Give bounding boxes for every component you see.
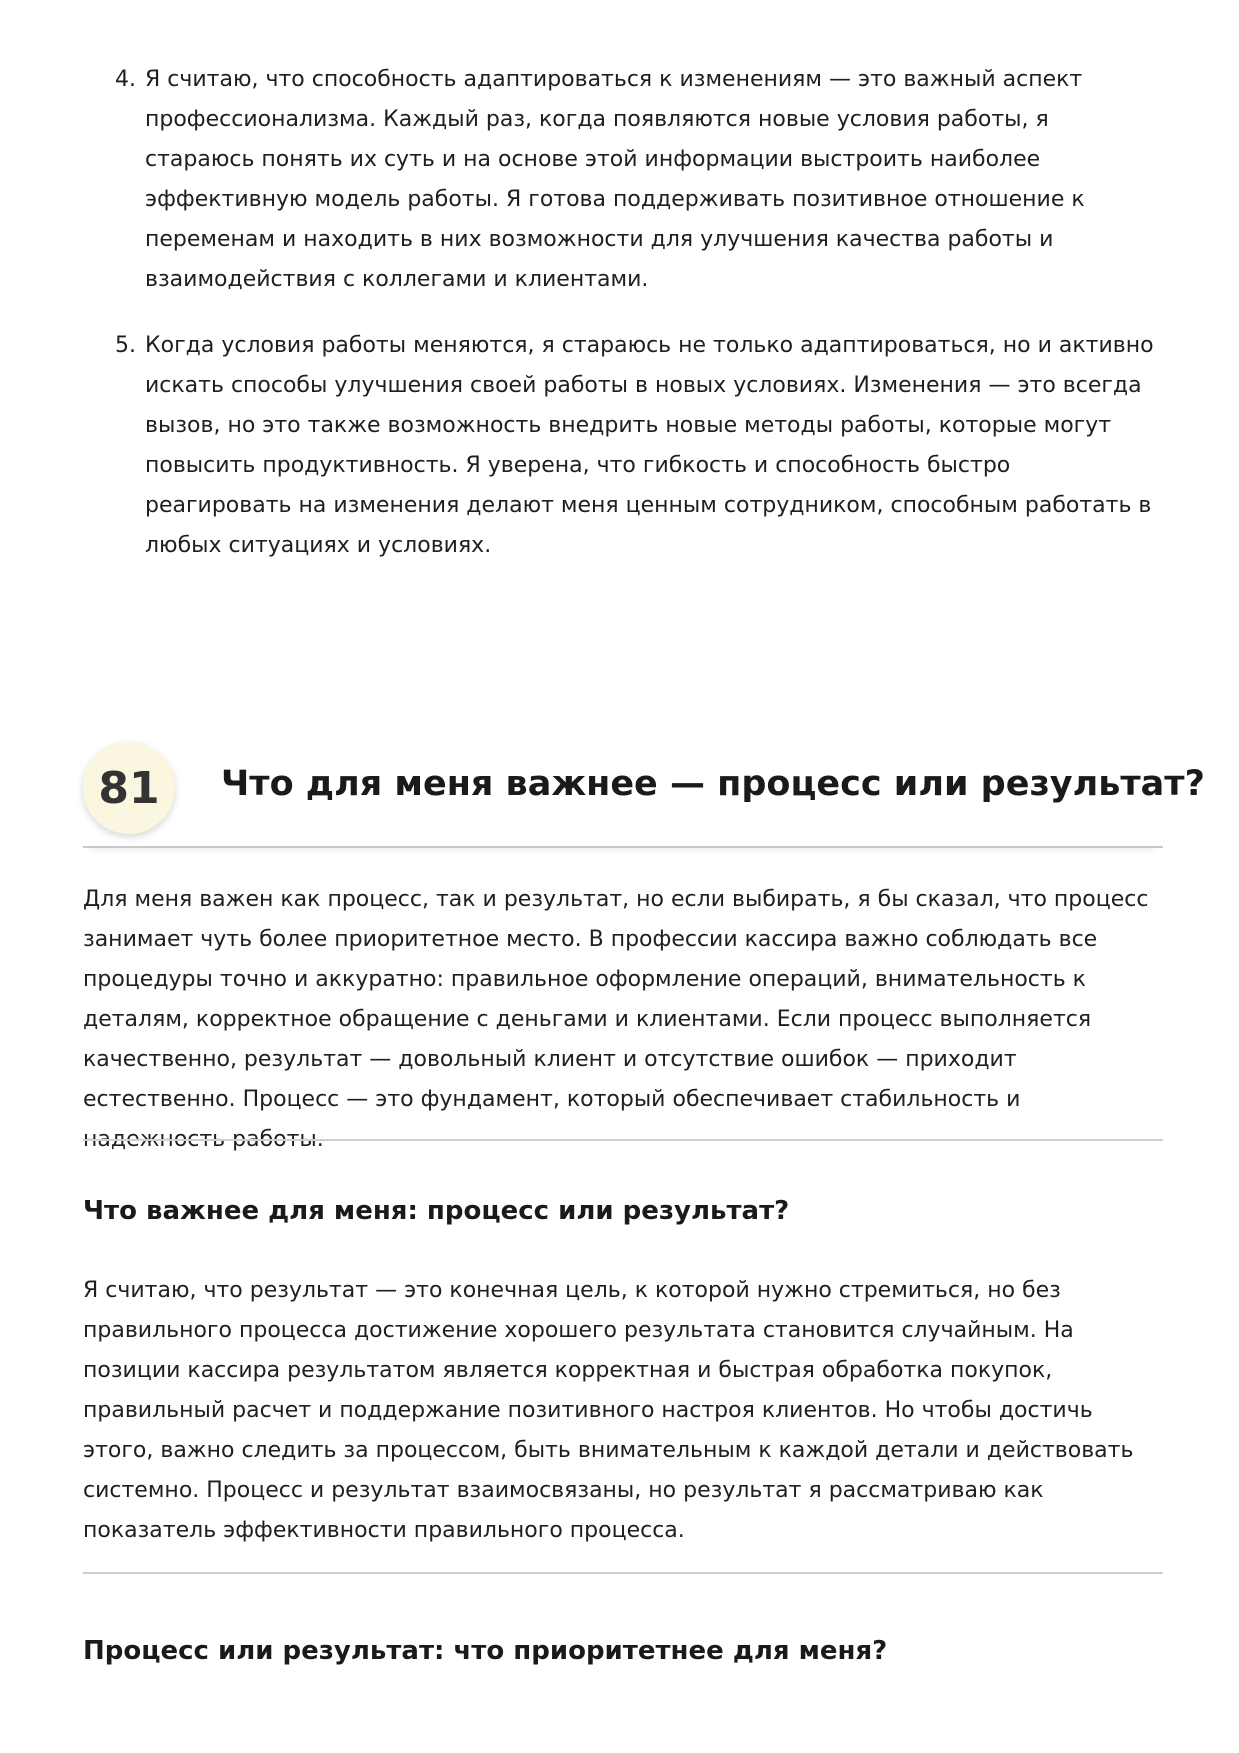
divider: [83, 1572, 1163, 1574]
divider: [83, 1139, 1163, 1141]
list-item-text: Я считаю, что способность адаптироваться к изменениям — это важный аспект профессионализма. Каждый раз, когда появляются новые условия работы, я стараюсь понять их суть и на основе этой информации выстроить наиболее эффективную модель работы. Я готова поддерживать позитивное отношение к переменам и находить в них возможности для улучшения качества работы и взаимодействия с коллегами и клиентами.: [145, 67, 1085, 292]
question-number-badge: 81: [83, 742, 175, 834]
list-item-number: 4.: [115, 67, 136, 92]
list-item: [115, 60, 1157, 300]
answer-paragraph-1: Для меня важен как процесс, так и результат, но если выбирать, я бы сказал, что процесс занимает чуть более приоритетное место. В профессии кассира важно соблюдать все процедуры точно и аккуратно: правильное оформление операций, внимательность к деталям, корректное обращение с деньгами и клиентами. Если процесс выполняется качественно, результат — довольный клиент и отсутствие ошибок — приходит естественно. Процесс — это фундамент, который обеспечивает стабильность и надежность работы.: [83, 887, 1149, 1152]
answer-heading-2: Что важнее для меня: процесс или результат?: [83, 1196, 790, 1226]
list-item: [115, 326, 1157, 566]
list-item-number: 5.: [115, 333, 136, 358]
question-title: Что для меня важнее — процесс или результат?: [221, 764, 1205, 804]
answer-heading-3: Процесс или результат: что приоритетнее для меня?: [83, 1636, 888, 1666]
numbered-list: [115, 60, 1157, 592]
list-item-text: Когда условия работы меняются, я стараюсь не только адаптироваться, но и активно искать способы улучшения своей работы в новых условиях. Изменения — это всегда вызов, но это также возможность внедрить новые методы работы, которые могут повысить продуктивность. Я уверена, что гибкость и способность быстро реагировать на изменения делают меня ценным сотрудником, способным работать в любых ситуациях и условиях.: [145, 333, 1154, 558]
question-header: [83, 740, 1205, 848]
answer-paragraph-2: Я считаю, что результат — это конечная цель, к которой нужно стремиться, но без правильного процесса достижение хорошего результата становится случайным. На позиции кассира результатом является корректная и быстрая обработка покупок, правильный расчет и поддержание позитивного настроя клиентов. Но чтобы достичь этого, важно следить за процессом, быть внимательным к каждой детали и действовать системно. Процесс и результат взаимосвязаны, но результат я рассматриваю как показатель эффективности правильного процесса.: [83, 1278, 1134, 1543]
